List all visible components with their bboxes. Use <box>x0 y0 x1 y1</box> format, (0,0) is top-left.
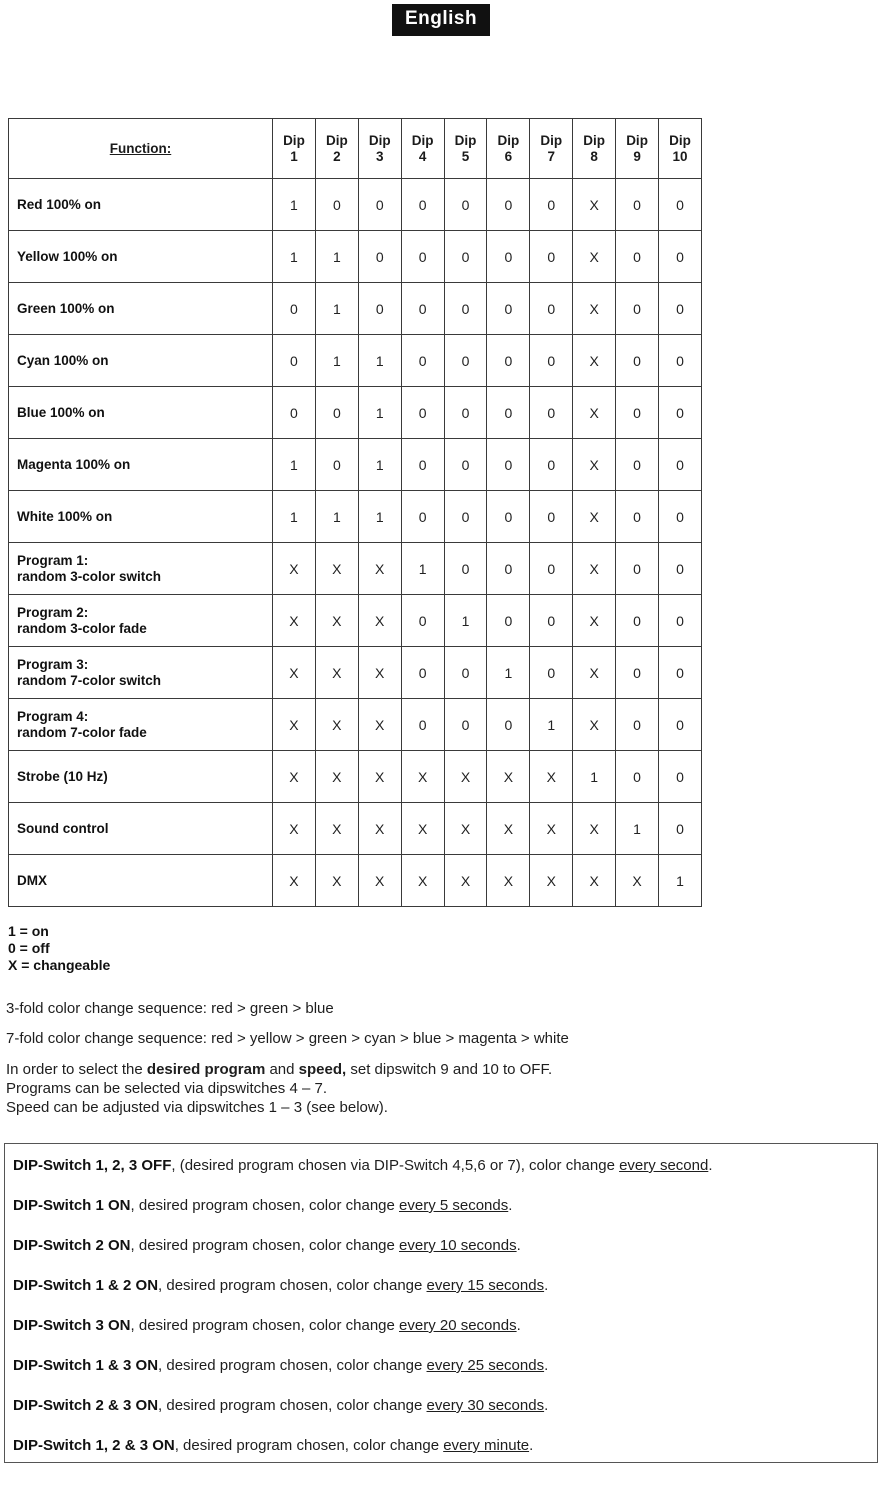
function-cell: Program 1: random 3-color switch <box>9 543 273 595</box>
dip-value-cell: X <box>273 595 316 647</box>
table-row <box>9 595 702 647</box>
dip-value-cell: 0 <box>315 387 358 439</box>
dip-value-cell: 1 <box>273 491 316 543</box>
dip-value-cell: 0 <box>487 179 530 231</box>
dip-value-cell: 0 <box>659 231 702 283</box>
dip-column-header: Dip 2 <box>315 119 358 179</box>
dip-value-cell: 1 <box>358 491 401 543</box>
dip-value-cell: 0 <box>616 699 659 751</box>
dip-value-cell: X <box>273 751 316 803</box>
dip-value-cell: X <box>401 751 444 803</box>
dip-value-cell: X <box>530 803 573 855</box>
dip-value-cell: X <box>315 543 358 595</box>
dip-value-cell: 0 <box>659 387 702 439</box>
dip-value-cell: 0 <box>401 491 444 543</box>
dip-value-cell: 0 <box>530 491 573 543</box>
table-row <box>9 699 702 751</box>
table-row <box>9 855 702 907</box>
dip-column-header: Dip 3 <box>358 119 401 179</box>
table-row <box>9 543 702 595</box>
dip-value-cell: 0 <box>659 751 702 803</box>
color-sequences <box>6 1000 882 1047</box>
legend-item: X = changeable <box>8 957 111 973</box>
dip-value-cell: 0 <box>401 387 444 439</box>
dip-value-cell: 0 <box>273 387 316 439</box>
dip-value-cell: 0 <box>616 439 659 491</box>
table-row <box>9 179 702 231</box>
speed-setting-item: DIP-Switch 2 ON, desired program chosen, color change every 10 seconds. <box>13 1237 521 1254</box>
function-cell: Red 100% on <box>9 179 273 231</box>
dip-value-cell: 0 <box>659 335 702 387</box>
dip-value-cell: 0 <box>616 335 659 387</box>
dip-value-cell: 0 <box>616 647 659 699</box>
dip-value-cell: X <box>573 699 616 751</box>
dip-value-cell: 0 <box>530 647 573 699</box>
dip-value-cell: 0 <box>530 335 573 387</box>
sequence-3fold: 3-fold color change sequence: red > green > blue <box>6 1000 334 1017</box>
dip-value-cell: 0 <box>616 491 659 543</box>
instruction-line-2: Programs can be selected via dipswitches 4 – 7. <box>6 1080 327 1097</box>
dip-switch-function-table <box>8 118 702 907</box>
table-row <box>9 231 702 283</box>
manual-page <box>0 4 882 1463</box>
legend <box>8 923 882 974</box>
dip-value-cell: 0 <box>444 699 487 751</box>
dip-value-cell: X <box>487 855 530 907</box>
dip-value-cell: 1 <box>315 335 358 387</box>
table-row <box>9 439 702 491</box>
language-badge: English <box>392 4 490 36</box>
sequence-7fold: 7-fold color change sequence: red > yellow > green > cyan > blue > magenta > white <box>6 1030 569 1047</box>
dip-value-cell: 0 <box>444 283 487 335</box>
dip-value-cell: 0 <box>487 595 530 647</box>
table-row <box>9 751 702 803</box>
dip-value-cell: X <box>358 855 401 907</box>
table-row <box>9 491 702 543</box>
dip-value-cell: X <box>444 803 487 855</box>
dip-value-cell: 0 <box>530 595 573 647</box>
dip-value-cell: X <box>273 803 316 855</box>
dip-value-cell: 0 <box>273 335 316 387</box>
dip-value-cell: X <box>573 335 616 387</box>
dip-value-cell: X <box>573 543 616 595</box>
dip-value-cell: 0 <box>401 647 444 699</box>
dip-value-cell: X <box>315 647 358 699</box>
dip-value-cell: 1 <box>616 803 659 855</box>
dip-value-cell: 0 <box>444 491 487 543</box>
dip-value-cell: 0 <box>358 283 401 335</box>
dip-value-cell: 0 <box>444 335 487 387</box>
dip-value-cell: X <box>358 543 401 595</box>
dip-value-cell: 0 <box>530 283 573 335</box>
dip-value-cell: 0 <box>616 387 659 439</box>
dip-value-cell: X <box>573 439 616 491</box>
speed-settings-box <box>4 1143 878 1463</box>
dip-value-cell: X <box>444 855 487 907</box>
dip-value-cell: 1 <box>315 491 358 543</box>
dip-value-cell: 0 <box>659 283 702 335</box>
dip-value-cell: 0 <box>487 491 530 543</box>
function-cell: Green 100% on <box>9 283 273 335</box>
dip-value-cell: 0 <box>315 439 358 491</box>
legend-item: 0 = off <box>8 940 50 956</box>
function-cell: White 100% on <box>9 491 273 543</box>
speed-setting-item: DIP-Switch 3 ON, desired program chosen, color change every 20 seconds. <box>13 1317 521 1334</box>
dip-value-cell: X <box>573 803 616 855</box>
dip-value-cell: 0 <box>444 231 487 283</box>
dip-value-cell: 0 <box>616 543 659 595</box>
dip-value-cell: 0 <box>315 179 358 231</box>
table-row <box>9 387 702 439</box>
dip-value-cell: X <box>573 283 616 335</box>
table-row <box>9 803 702 855</box>
function-column-header: Function: <box>9 119 273 179</box>
dip-column-header: Dip 10 <box>659 119 702 179</box>
dip-value-cell: 1 <box>315 283 358 335</box>
speed-setting-item: DIP-Switch 1, 2, 3 OFF, (desired program chosen via DIP-Switch 4,5,6 or 7), color change every second. <box>13 1157 713 1174</box>
dip-column-header: Dip 8 <box>573 119 616 179</box>
dip-value-cell: X <box>573 231 616 283</box>
dip-value-cell: X <box>573 855 616 907</box>
dip-value-cell: 0 <box>530 231 573 283</box>
dip-value-cell: 0 <box>659 595 702 647</box>
dip-value-cell: X <box>444 751 487 803</box>
program-speed-instructions <box>6 1060 882 1117</box>
dip-value-cell: 1 <box>358 387 401 439</box>
dip-value-cell: 0 <box>659 803 702 855</box>
dip-value-cell: 0 <box>487 543 530 595</box>
dip-value-cell: 0 <box>530 439 573 491</box>
dip-value-cell: 0 <box>530 387 573 439</box>
legend-item: 1 = on <box>8 923 49 939</box>
dip-value-cell: 0 <box>659 439 702 491</box>
dip-value-cell: 0 <box>616 751 659 803</box>
dip-column-header: Dip 1 <box>273 119 316 179</box>
function-cell: Program 3: random 7-color switch <box>9 647 273 699</box>
dip-value-cell: 1 <box>659 855 702 907</box>
dip-value-cell: 0 <box>444 543 487 595</box>
dip-value-cell: X <box>273 543 316 595</box>
dip-value-cell: 1 <box>273 439 316 491</box>
dip-value-cell: 1 <box>530 699 573 751</box>
table-body <box>9 179 702 907</box>
function-cell: Yellow 100% on <box>9 231 273 283</box>
function-cell: DMX <box>9 855 273 907</box>
dip-value-cell: 0 <box>401 231 444 283</box>
dip-value-cell: 0 <box>444 179 487 231</box>
instruction-line-1: In order to select the desired program and speed, set dipswitch 9 and 10 to OFF. <box>6 1061 553 1078</box>
dip-value-cell: 0 <box>487 335 530 387</box>
table-header-row <box>9 119 702 179</box>
function-cell: Cyan 100% on <box>9 335 273 387</box>
dip-column-header: Dip 5 <box>444 119 487 179</box>
function-cell: Sound control <box>9 803 273 855</box>
function-cell: Blue 100% on <box>9 387 273 439</box>
dip-value-cell: X <box>530 855 573 907</box>
dip-value-cell: 0 <box>401 179 444 231</box>
function-cell: Program 4: random 7-color fade <box>9 699 273 751</box>
dip-value-cell: 1 <box>487 647 530 699</box>
dip-value-cell: X <box>315 803 358 855</box>
function-cell: Program 2: random 3-color fade <box>9 595 273 647</box>
dip-column-header: Dip 9 <box>616 119 659 179</box>
dip-value-cell: X <box>358 699 401 751</box>
dip-value-cell: 1 <box>401 543 444 595</box>
dip-value-cell: 0 <box>401 439 444 491</box>
dip-value-cell: 0 <box>659 543 702 595</box>
dip-value-cell: 1 <box>573 751 616 803</box>
speed-setting-item: DIP-Switch 1, 2 & 3 ON, desired program chosen, color change every minute. <box>13 1437 534 1454</box>
dip-value-cell: X <box>573 387 616 439</box>
dip-value-cell: 0 <box>487 283 530 335</box>
table-row <box>9 335 702 387</box>
dip-value-cell: 0 <box>444 387 487 439</box>
table-row <box>9 283 702 335</box>
dip-value-cell: 0 <box>401 595 444 647</box>
dip-value-cell: X <box>487 803 530 855</box>
dip-value-cell: 0 <box>487 387 530 439</box>
dip-column-header: Dip 4 <box>401 119 444 179</box>
dip-value-cell: X <box>358 595 401 647</box>
dip-value-cell: 0 <box>616 595 659 647</box>
table-header <box>9 119 702 179</box>
dip-value-cell: 0 <box>659 179 702 231</box>
dip-value-cell: X <box>573 491 616 543</box>
dip-value-cell: 0 <box>487 699 530 751</box>
dip-value-cell: 1 <box>358 439 401 491</box>
dip-value-cell: 0 <box>444 439 487 491</box>
dip-column-header: Dip 6 <box>487 119 530 179</box>
dip-value-cell: X <box>358 803 401 855</box>
dip-value-cell: X <box>573 595 616 647</box>
dip-column-header: Dip 7 <box>530 119 573 179</box>
speed-setting-item: DIP-Switch 2 & 3 ON, desired program chosen, color change every 30 seconds. <box>13 1397 549 1414</box>
dip-value-cell: X <box>315 751 358 803</box>
speed-setting-item: DIP-Switch 1 & 3 ON, desired program chosen, color change every 25 seconds. <box>13 1357 549 1374</box>
dip-value-cell: 1 <box>273 231 316 283</box>
dip-value-cell: X <box>315 595 358 647</box>
dip-value-cell: X <box>273 647 316 699</box>
dip-value-cell: X <box>273 855 316 907</box>
dip-value-cell: 1 <box>273 179 316 231</box>
dip-value-cell: 0 <box>616 231 659 283</box>
dip-value-cell: 0 <box>659 647 702 699</box>
dip-value-cell: X <box>573 647 616 699</box>
speed-setting-item: DIP-Switch 1 ON, desired program chosen, color change every 5 seconds. <box>13 1197 513 1214</box>
dip-value-cell: 1 <box>358 335 401 387</box>
dip-value-cell: X <box>401 855 444 907</box>
dip-value-cell: X <box>358 751 401 803</box>
dip-value-cell: 0 <box>487 439 530 491</box>
dip-value-cell: X <box>358 647 401 699</box>
dip-value-cell: 0 <box>659 491 702 543</box>
dip-value-cell: X <box>530 751 573 803</box>
speed-setting-item: DIP-Switch 1 & 2 ON, desired program chosen, color change every 15 seconds. <box>13 1277 549 1294</box>
dip-value-cell: 0 <box>273 283 316 335</box>
dip-value-cell: 0 <box>401 699 444 751</box>
instruction-line-3: Speed can be adjusted via dipswitches 1 – 3 (see below). <box>6 1099 388 1116</box>
table-row <box>9 647 702 699</box>
dip-value-cell: 0 <box>616 179 659 231</box>
dip-value-cell: 0 <box>659 699 702 751</box>
function-cell: Magenta 100% on <box>9 439 273 491</box>
function-cell: Strobe (10 Hz) <box>9 751 273 803</box>
dip-value-cell: X <box>315 855 358 907</box>
dip-value-cell: 0 <box>530 179 573 231</box>
dip-value-cell: 0 <box>358 231 401 283</box>
dip-value-cell: 0 <box>530 543 573 595</box>
dip-value-cell: 0 <box>616 283 659 335</box>
dip-value-cell: 1 <box>444 595 487 647</box>
dip-value-cell: 0 <box>401 283 444 335</box>
dip-value-cell: 0 <box>401 335 444 387</box>
dip-value-cell: X <box>315 699 358 751</box>
dip-value-cell: 0 <box>444 647 487 699</box>
dip-value-cell: 0 <box>487 231 530 283</box>
dip-value-cell: 0 <box>358 179 401 231</box>
dip-value-cell: X <box>573 179 616 231</box>
dip-value-cell: X <box>401 803 444 855</box>
dip-value-cell: X <box>273 699 316 751</box>
dip-value-cell: X <box>487 751 530 803</box>
dip-value-cell: 1 <box>315 231 358 283</box>
dip-value-cell: X <box>616 855 659 907</box>
